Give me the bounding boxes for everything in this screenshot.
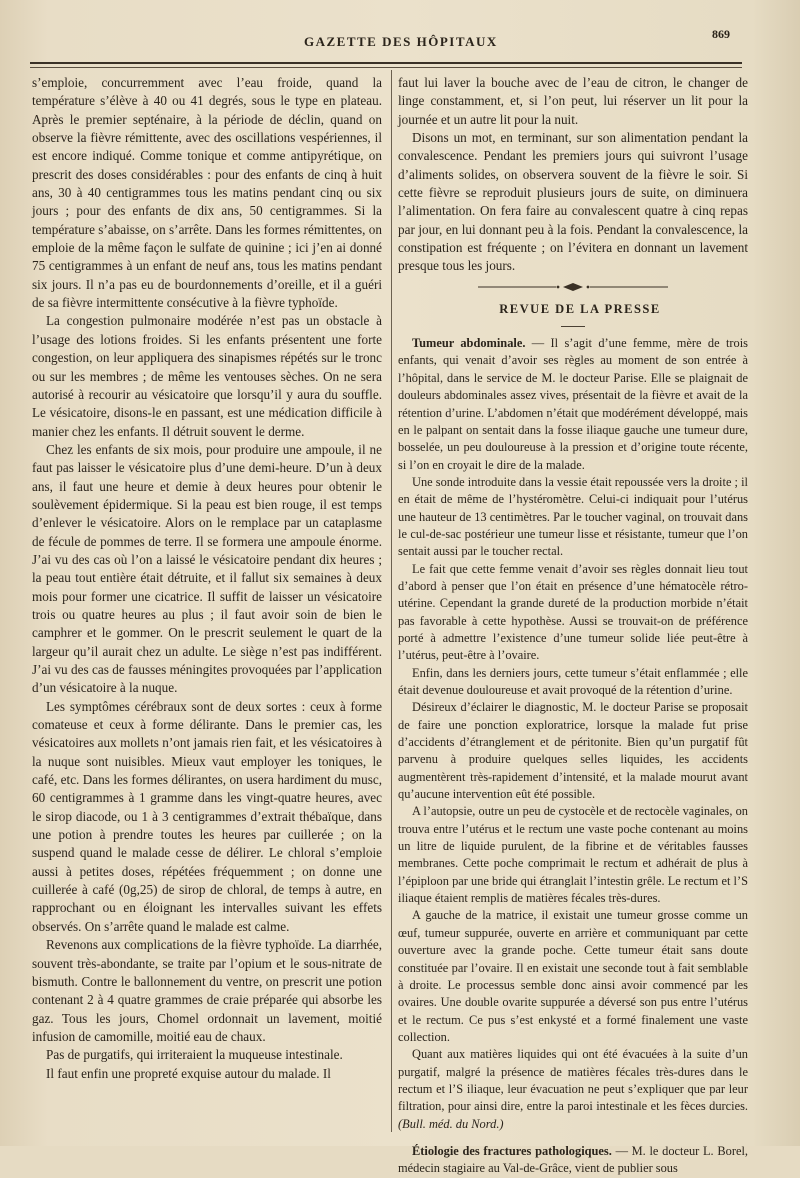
left-paragraph-2: La congestion pulmonaire modérée n’est pas un obstacle à l’usage des lotions froides. Si les enfants présentent une forte congestion, on leur appliquera des sinapismes répétés sur le tronc ou sur les membres ; de même les ventouses sèches. On ne sera autorisé à recourir au vésicatoire que lorsqu’il y aura du souffle. Le vésicatoire, disons-le en passant, est une médication difficile à manier chez les enfants. Il détruit souvent le derme. (32, 313, 382, 439)
left-paragraph-4: Les symptômes cérébraux sont de deux sortes : ceux à forme comateuse et ceux à forme délirante. Dans le premier cas, les vésicatoires aux mollets n’ont jamais rien fait, et les vésicatoires à la nuque sont nuisibles. Mieux vaut employer les toniques, le café, etc. Dans les formes délirantes, on usera hardiment du musc, 60 centigrammes à 1 gramme dans les vingt-quatre heures, avec le sirop diacode, ou 1 à 3 centigrammes d’extrait thébaïque, dans une potion à prendre toutes les heures par cuillerée ; on la suspend quand le malade cesse de délirer. Le chloral s’emploie aussi à petites doses, répétées fréquemment ; on donne une cuillerée à café (0g,25) de sirop de chloral, de temps à autre, en rapprochant ou en éloignant les intervalles suivant les effets observés. On s’arrête quand le malade est calme. (32, 698, 382, 934)
article-1-source: (Bull. méd. du Nord.) (398, 1116, 504, 1131)
article-1-paragraph-4: Enfin, dans les derniers jours, cette tumeur s’était enflammée ; elle était devenue douloureuse et avait provoqué de la rétention d’urine. (398, 665, 748, 697)
article-1-paragraph-6: A l’autopsie, outre un peu de cystocèle et de rectocèle vaginales, on trouva entre l’utérus et le rectum une vaste poche contenant au moins un litre de liquide purulent, de la fibrine et de véritables fausses membranes. Cette poche comprimait le rectum et adhérait de plus à l’épiploon par une bride qui étranglait l’intestin grêle. Le rectum et l’S iliaque étaient remplis de matières fécales très-dures. (398, 804, 748, 906)
article-tumeur-abdominale (398, 335, 748, 1133)
article-1-paragraph-1: — Il s’agit d’une femme, mère de trois enfants, qui venait d’avoir ses règles au moment de son entrée à l’hôpital, dans le service de M. le docteur Parise. Elle se plaignait de douleurs abdominales assez vives, présentait de la fièvre et avait de la rétention d’urine. L’abdomen n’était que modérément développé, mais en le palpant on sentait dans la fosse iliaque gauche une tumeur dure, bosselée, un peu douloureuse à la pression et d’origine toute récente, si l’on en croyait le dire de la malade. (398, 336, 748, 472)
page-number: 869 (712, 27, 730, 41)
article-2-runin: Étiologie des fractures pathologiques. (412, 1143, 612, 1158)
article-1-runin: Tumeur abdominale. (412, 336, 526, 351)
header-rule-thin (30, 67, 742, 68)
right-column (398, 74, 748, 1178)
left-paragraph-7: Il faut enfin une propreté exquise autour du malade. Il (46, 1065, 331, 1081)
section-title: REVUE DE LA PRESSE (499, 301, 661, 316)
article-2-paragraph-1: — M. le docteur L. Borel, médecin stagiaire au Val-de-Grâce, vient de publier sous (398, 1143, 748, 1176)
journal-title: GAZETTE DES HÔPITAUX (304, 34, 498, 49)
section-short-rule (561, 326, 585, 327)
left-paragraph-3: Chez les enfants de six mois, pour produire une ampoule, il ne faut pas laisser le vésicatoire plus d’une demi-heure. D’un à deux ans, il faut une heure et demie à deux heures pour obtenir le soulèvement épidermique. Si la peau est bien rouge, il est temps d’enlever le vésicatoire. Alors on le remplace par un cataplasme de fécule de pommes de terre. Il se formera une ampoule énorme. J’ai vu des cas où l’on a laissé le vésicatoire pendant dix heures ; la peau tout entière était détruite, et il fallut six semaines à deux mois pour former une cicatrice. Il suffit de laisser un vésicatoire trois ou quatre heures au plus ; il faut avoir soin de bien le camphrer et le gommer. On le prescrit seulement le quart de la largeur qu’il aurait chez un adulte. Le siège n’est pas indifférent. J’ai vu des cas de fausses méningites provoquées par l’application d’un vésicatoire à la nuque. (32, 441, 382, 696)
article-1-paragraph-3: Le fait que cette femme venait d’avoir ses règles donnait lieu tout d’abord à penser que l’on était en présence d’une hématocèle rétro-utérine. Cependant la grande dureté de la production morbide n’était pas favorable à cette hypothèse. Aussi se trouvait-on de préférence porté à admettre l’existence d’une tumeur solide liée peut-être à l’utérus, peut-être à l’ovaire. (398, 561, 748, 663)
article-1-paragraph-7: A gauche de la matrice, il existait une tumeur grosse comme un œuf, tumeur suppurée, ouverte en arrière et communiquant par cette ouverture avec la grande poche. Cette tumeur était sans doute constituée par l’ovaire. Il en existait une seconde tout à fait semblable à droite. Le processus semble donc ainsi avoir commencé par les ovaires. Une double ovarite suppurée a déversé son pus entre l’utérus et le rectum. Ce pus s’est enkysté et a formé finalement une vaste collection. (398, 908, 748, 1044)
header-rule (30, 62, 742, 64)
left-column (32, 74, 382, 1083)
article-1-paragraph-8: Quant aux matières liquides qui ont été évacuées à la suite d’un purgatif, malgré la présence de matières fécales très-dures dans le rectum et l’S iliaque, leur évacuation ne peut s’expliquer que par leur filtration, pour ainsi dire, entre la paroi intestinale et les fèces durcies. (398, 1047, 748, 1114)
article-fractures-pathologiques (398, 1143, 748, 1178)
article-1-paragraph-5: Désireux d’éclairer le diagnostic, M. le docteur Parise se proposait de faire une ponction exploratrice, lorsque la malade fut prise d’accidents d’étranglement et de péritonite. Bien qu’un purgatif fût parvenu à produire quelques selles liquides, les accidents augmentèrent très-rapidement d’intensité, et la malade mourut avant qu’aucune intervention eût été possible. (398, 700, 748, 802)
right-continuation-1: faut lui laver la bouche avec de l’eau de citron, le changer de linge constamment, et, si l’on peut, lui réserver un lit pour la journée et un autre lit pour la nuit. (398, 75, 748, 127)
right-continuation-2: Disons un mot, en terminant, sur son alimentation pendant la convalescence. Pendant les premiers jours qui suivront l’usage d’aliments solides, on observera souvent de la fièvre le soir. Si cette fièvre se reproduit plusieurs jours de suite, on diminuera l’alimentation. On fera faire au convalescent quatre à cinq repas par jour, en lui donnant peu à la fois. Pendant la convalescence, la constipation est fréquente ; on l’évitera en donnant un lavement presque tous les jours. (398, 130, 748, 274)
article-1-paragraph-2: Une sonde introduite dans la vessie était repoussée vers la droite ; il en était de même de l’hystéromètre. Celui-ci indiquait pour l’utérus une hauteur de 13 centimètres. Par le toucher vaginal, on trouvait dans le cul-de-sac postérieur une tumeur lisse et résistante, tumeur que l’on sentait aussi par le toucher rectal. (398, 474, 748, 559)
column-divider (391, 70, 392, 1132)
left-paragraph-1: s’emploie, concurremment avec l’eau froide, quand la température s’élève à 40 ou 41 degrés, sous le type en plateau. Après le premier septénaire, à la période de déclin, quand on observe la fièvre rémittente, avec des oscillations vespériennes, il est encore indiqué. Comme tonique et comme antipyrétique, on prescrit des doses considérables : pour des enfants de cinq à huit ans, 30 à 40 centigrammes tous les matins pendant cinq ou six jours ; pour des enfants de dix ans, 50 centigrammes. Si la température s’abaisse, on s’arrête. Dans les formes rémittentes, on emploie de la même façon le sulfate de quinine ; ici j’en ai donné 75 centigrammes à un enfant de neuf ans, tous les matins pendant six jours. Il n’a pas eu de bourdonnements d’oreille, et il a guéri de sa fièvre intermittente consécutive à la fièvre typhoïde. (32, 75, 382, 311)
left-paragraph-5: Revenons aux complications de la fièvre typhoïde. La diarrhée, souvent très-abondante, se traite par l’opium et le sous-nitrate de bismuth. Contre le ballonnement du ventre, on prescrit une potion contenant 2 à 4 quatre grammes de craie préparée qui absorbe les gaz. Tous les jours, Chomel ordonnait un lavement, moitié infusion de camomille, moitié eau de chaux. (32, 937, 382, 1044)
left-paragraph-6: Pas de purgatifs, qui irriteraient la muqueuse intestinale. (46, 1047, 343, 1063)
ornament-divider (478, 282, 668, 292)
